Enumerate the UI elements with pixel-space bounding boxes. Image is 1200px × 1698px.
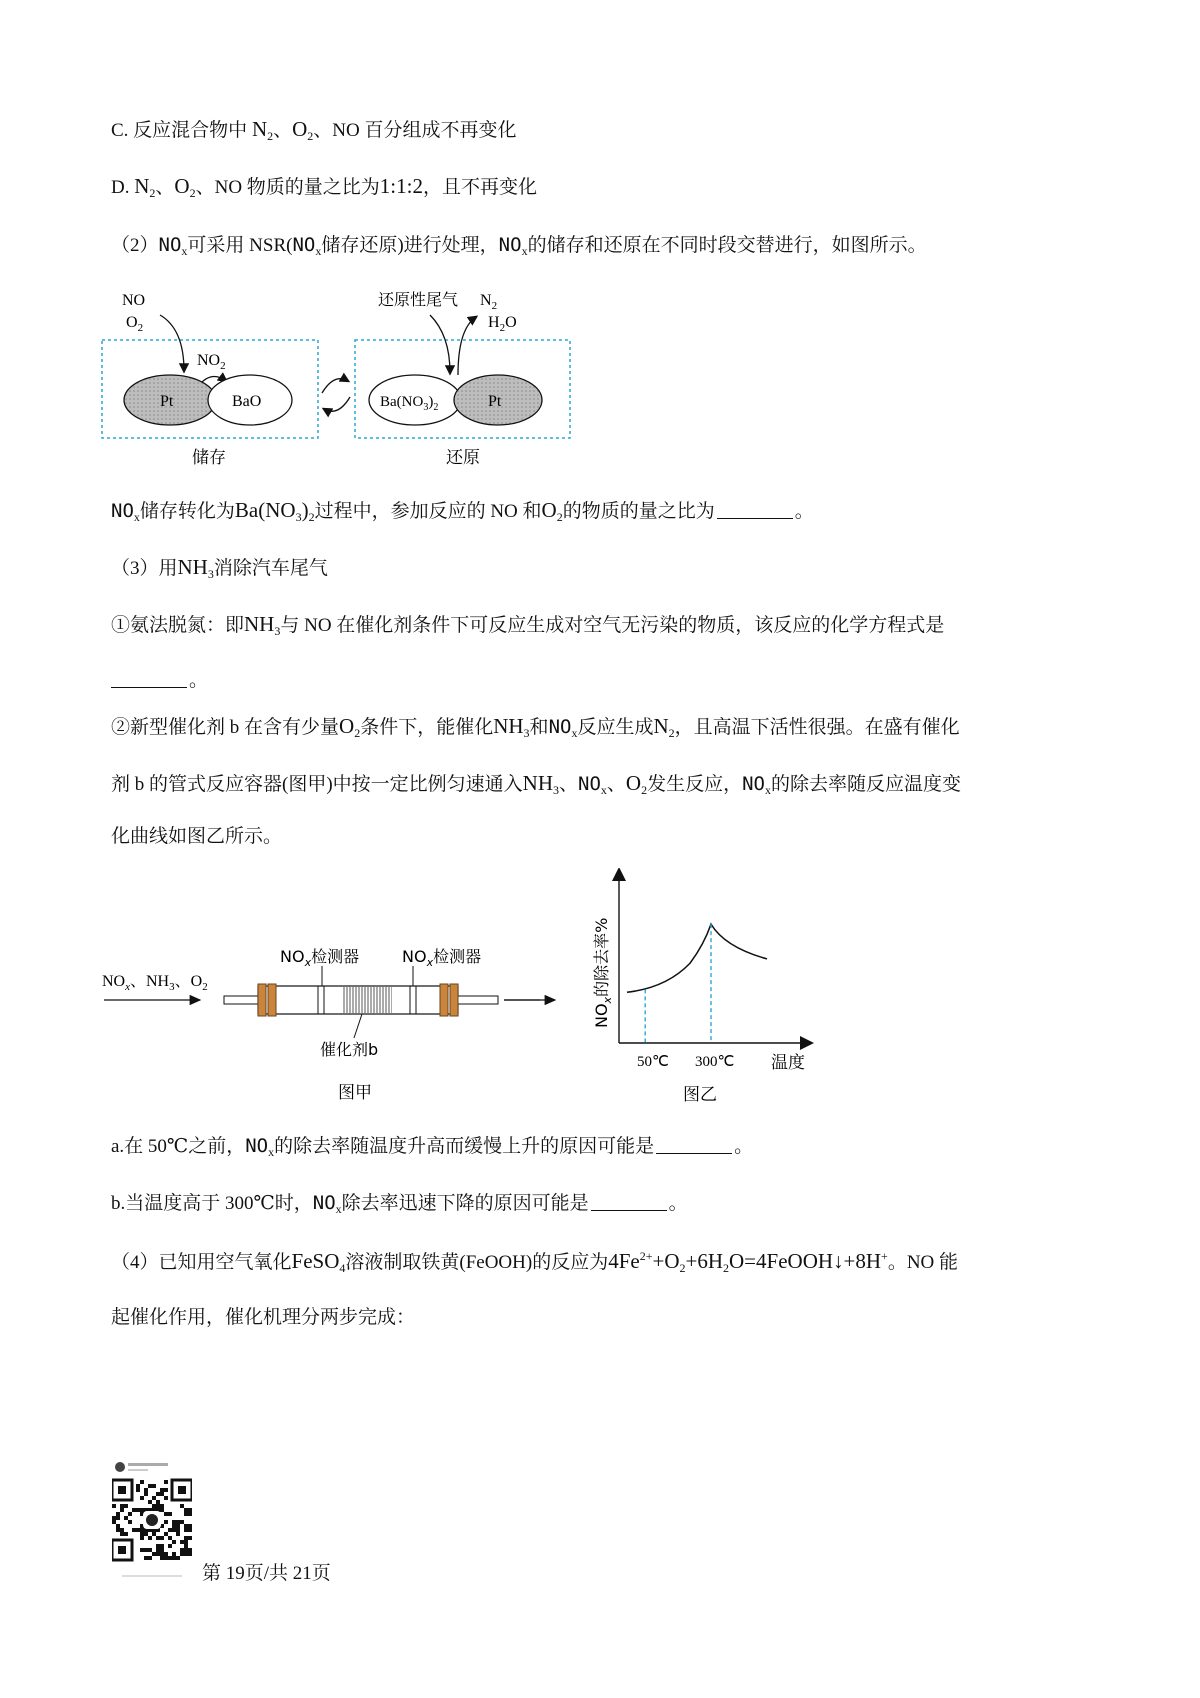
- question-3-2b: 剂 b 的管式反应容器(图甲)中按一定比例匀速通入$NH_3$、$NO_x$、$O_2$发生反应，$NO_x$的除去率随反应温度变: [111, 771, 962, 797]
- answer-blank[interactable]: [111, 669, 187, 688]
- answer-blank[interactable]: [717, 500, 793, 519]
- input-no: NO: [122, 292, 146, 309]
- tube-reactor-diagram: [100, 940, 540, 1110]
- question-3-1: ①氨法脱氮：即$NH_3$与 NO 在催化剂条件下可反应生成对空气无污染的物质，该反应的化学方程式是: [111, 612, 945, 638]
- page-footer: 第 19页/共 21页: [202, 1563, 331, 1584]
- question-3-2c: 化曲线如图乙所示。: [111, 826, 283, 847]
- y-axis-label: $NO_x$的除去率%: [592, 917, 614, 1028]
- x-axis-label: 温度: [771, 1053, 805, 1073]
- fig-a-caption: 图甲: [338, 1083, 372, 1103]
- qr-code: [112, 1458, 192, 1583]
- question-a: a.在 50℃之前，$NO_x$的除去率随温度升高而缓慢上升的原因可能是 。: [111, 1135, 754, 1159]
- svg-text:H2O: $H_2O$: [488, 314, 517, 334]
- input-o2: $O_2$: [126, 314, 144, 334]
- svg-text:Pt: Pt: [488, 393, 502, 410]
- question-3-1-blank: 。: [111, 666, 208, 696]
- svg-text:N2: $N_2$: [480, 292, 498, 312]
- outlet-arrow: [500, 990, 570, 1010]
- fig-b-caption: 图乙: [683, 1085, 717, 1105]
- answer-blank[interactable]: [591, 1192, 667, 1211]
- removal-rate-chart: [585, 868, 845, 1113]
- option-d: D. $N_2$、$O_2$、NO 物质的量之比为1:1:2，且不再变化: [111, 174, 537, 200]
- question-4: （4）已知用空气氧化FeSO$_4$溶液制取铁黄(FeOOH)的反应为$4Fe^{2+}+O_2+6H_2O=4FeOOH↓+8H^+$。NO 能: [111, 1249, 959, 1275]
- option-c: C. 反应混合物中 $N_2$、$O_2$、NO 百分组成不再变化: [111, 117, 517, 143]
- question-4b: 起催化作用，催化机理分两步完成：: [111, 1307, 416, 1328]
- answer-blank[interactable]: [656, 1135, 732, 1154]
- detector-1: $NO_x$检测器: [280, 947, 360, 969]
- svg-text:Ba(NO3)2: $Ba(NO_3)_2$: [380, 394, 439, 413]
- series-line: [627, 924, 767, 992]
- question-b: b.当温度高于 300℃时，$NO_x$除去率迅速下降的原因可能是 。: [111, 1192, 688, 1216]
- tick-label-300c: 300℃: [695, 1054, 735, 1070]
- svg-text:BaO: BaO: [232, 393, 262, 410]
- reduce-gas: 还原性尾气: [378, 290, 459, 309]
- feed-gases: $NO_x$、$NH_3$、$O_2$: [102, 973, 208, 993]
- question-3: （3）用$NH_3$消除汽车尾气: [111, 555, 328, 581]
- question-3-2: ②新型催化剂 b 在含有少量$O_2$条件下，能催化$NH_3$和$NO_x$反应生成$N_2$，且高温下活性很强。在盛有催化: [111, 714, 960, 740]
- nsr-diagram: [100, 285, 580, 475]
- tick-label-50c: 50℃: [637, 1054, 669, 1070]
- question-2-ask: $NO_x$储存转化为$Ba(NO_3)_2$过程中，参加反应的 NO 和$O_2$的物质的量之比为 。: [111, 498, 814, 524]
- mid-no2: $NO_2$: [197, 352, 226, 372]
- restore-label: 还原: [446, 448, 480, 468]
- catalyst-label: 催化剂b: [320, 1040, 379, 1059]
- svg-text:Pt: Pt: [160, 393, 174, 410]
- detector-2: $NO_x$检测器: [402, 947, 482, 969]
- question-2: $(2)NO_x$可采用 $NSR(NO_x$储存还原)进行处理，$NO_x$的储存和还原在不同时段交替进行，如图所示。: [111, 234, 927, 258]
- store-label: 储存: [192, 448, 226, 468]
